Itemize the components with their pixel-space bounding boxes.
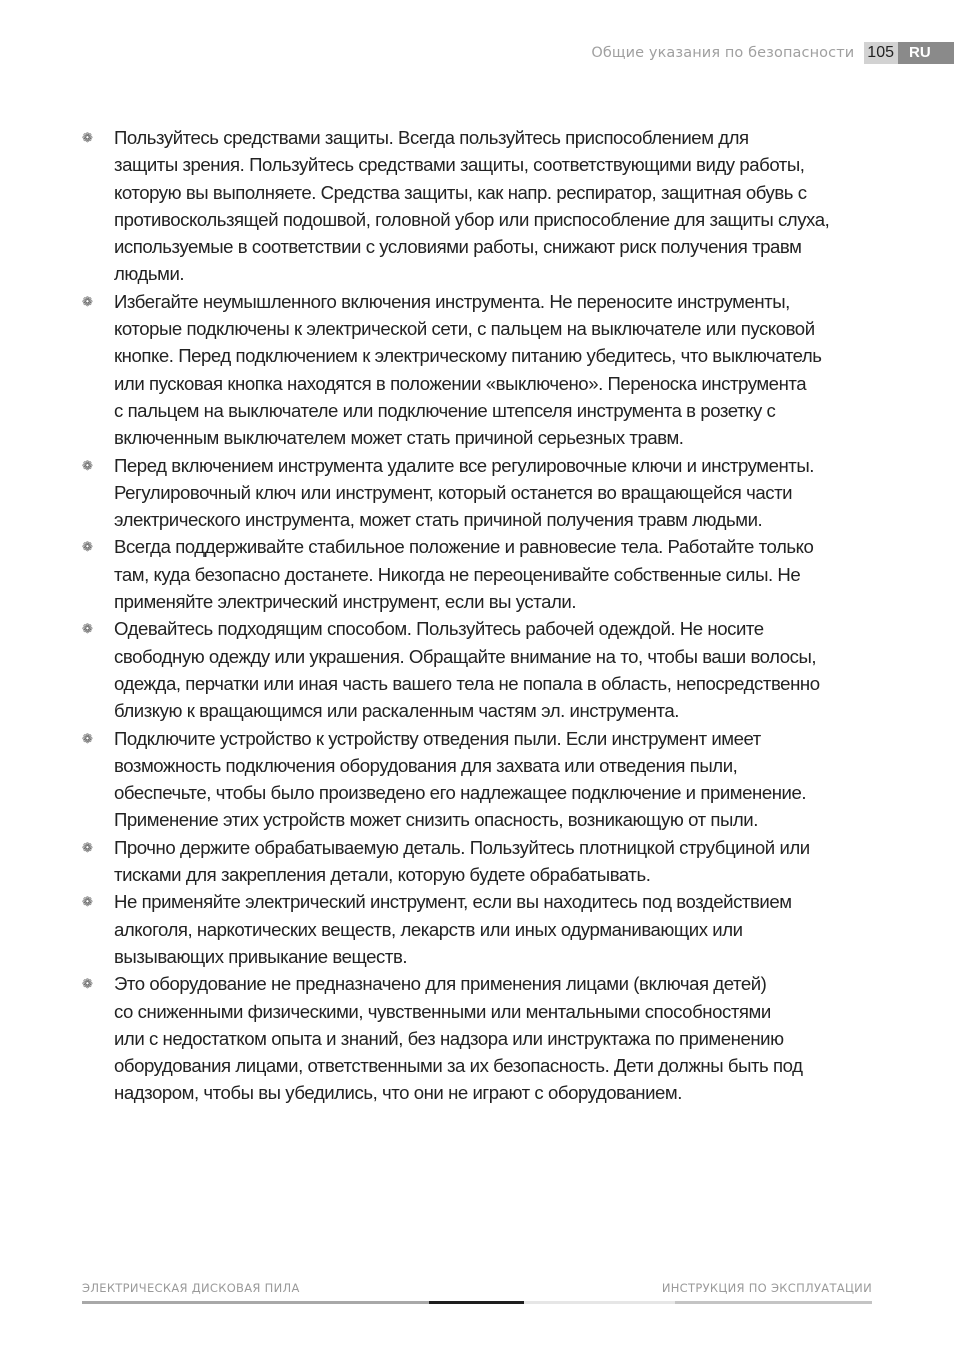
language-badge: RU xyxy=(898,42,954,64)
list-item-text: Прочно держите обрабатываемую деталь. Пользуйтесь плотницкой струбциной или тисками для закрепления детали, которую будете обрабатывать. xyxy=(114,836,810,886)
list-item xyxy=(80,615,880,724)
list-item xyxy=(80,834,880,889)
list-item xyxy=(80,970,880,1106)
list-item-text: Одевайтесь подходящим способом. Пользуйтесь рабочей одеждой. Не носите свободную одежду или украшения. Обращайте внимание на то, чтобы ваши волосы, одежда, перчатки или иная часть вашего тела не попала в область, непосредственно близкую к вращающимся или раскаленным частям эл. инструмента. xyxy=(114,618,820,722)
flower-bullet-icon: ❁ xyxy=(82,976,93,992)
list-item-text: Это оборудование не предназначено для применения лицами (включая детей) со сниженными физическими, чувственными или ментальными способностями или с недостатком опыта и знаний, без надзора или инструктажа по применению оборудования лицами, ответственными за их безопасность. Дети должны быть под надзором, чтобы вы убедились, что они не играют с оборудованием. xyxy=(114,973,803,1104)
page-number: 105 xyxy=(864,42,898,64)
flower-bullet-icon: ❁ xyxy=(82,130,93,145)
list-item-text: Не применяйте электрический инструмент, если вы находитесь под воздействием алкоголя, наркотических веществ, лекарств или иных одурманивающих или вызывающих привыкание веществ. xyxy=(114,891,792,967)
flower-bullet-icon: ❁ xyxy=(82,839,93,855)
list-item-text: Подключите устройство к устройству отведения пыли. Если инструмент имеет возможность подключения оборудования для захвата или отведения пыли, обеспечьте, чтобы было произведено его надлежащее подключение и применение. Применение этих устройств может снизить опасность, возникающую от пыли. xyxy=(114,727,807,831)
footer-rule-segment xyxy=(675,1301,872,1304)
list-item xyxy=(80,888,880,970)
footer-rule-segment xyxy=(429,1301,524,1304)
list-item xyxy=(80,124,880,288)
list-item-text: Перед включением инструмента удалите все регулировочные ключи и инструменты. Регулировочный ключ или инструмент, который останется во вращающейся части электрического инструмента, может стать причиной получения травм людьми. xyxy=(114,454,815,531)
footer-rule-segment xyxy=(524,1301,675,1304)
footer-rule-segment xyxy=(82,1301,429,1304)
list-item-text: Пользуйтесь средствами защиты. Всегда пользуйтесь приспособлением для защиты зрения. Пользуйтесь средствами защиты, соответствующими виду работы, которую вы выполняете. Средства защиты, как напр. респиратор, защитная обувь с противоскользящей подошвой, головной убор или приспособление для защиты слуха, используемые в соответствии с условиями работы, снижают риск получения травм людьми. xyxy=(114,127,830,285)
flower-bullet-icon: ❁ xyxy=(82,730,93,746)
list-item-text: Всегда поддерживайте стабильное положение и равновесие тела. Работайте только там, куда безопасно достанете. Никогда не переоценивайте собственные силы. Не применяйте электрический инструмент, если вы устали. xyxy=(114,536,814,613)
flower-bullet-icon: ❁ xyxy=(82,621,93,637)
safety-instructions-list xyxy=(80,124,880,1107)
list-item xyxy=(80,288,880,452)
flower-bullet-icon: ❁ xyxy=(82,539,93,555)
page-header xyxy=(591,42,954,64)
flower-bullet-icon: ❁ xyxy=(82,457,93,473)
list-item xyxy=(80,452,880,534)
list-item xyxy=(80,725,880,834)
footer-manual-title: ИНСТРУКЦИЯ ПО ЭКСПЛУАТАЦИИ xyxy=(661,1281,872,1295)
section-title: Общие указания по безопасности xyxy=(591,45,855,61)
list-item-text: Избегайте неумышленного включения инструмента. Не переносите инструменты, которые подключены к электрической сети, с пальцем на выключателе или пусковой кнопке. Перед подключением к электрическому питанию убедитесь, что выключатель или пусковая кнопка находятся в положении «выключено». Переноска инструмента с пальцем на выключателе или подключение штепселя инструмента в розетку с включенным выключателем может стать причиной серьезных травм. xyxy=(114,290,822,449)
list-item xyxy=(80,533,880,615)
footer-product-name: ЭЛЕКТРИЧЕСКАЯ ДИСКОВАЯ ПИЛА xyxy=(82,1281,300,1295)
flower-bullet-icon: ❁ xyxy=(82,293,93,309)
flower-bullet-icon: ❁ xyxy=(82,894,93,910)
